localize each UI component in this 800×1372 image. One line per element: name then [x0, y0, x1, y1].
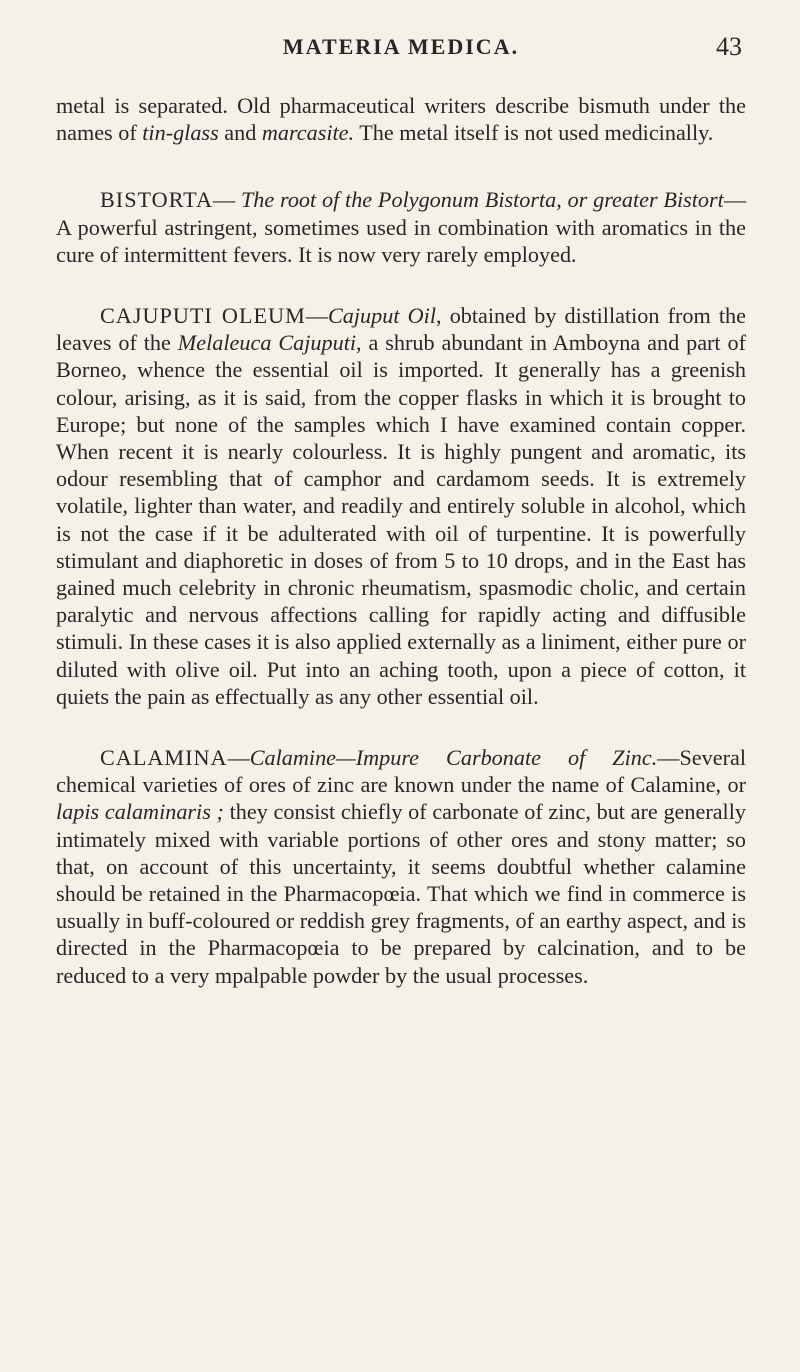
text-run: The metal itself is not used medicinally. — [354, 120, 714, 146]
entry-headword: CAJUPUTI OLEUM — [100, 303, 306, 329]
page-number: 43 — [716, 32, 742, 61]
italic-term: Calamine—Impure Carbonate of Zinc. — [249, 745, 658, 771]
paragraph-cajuputi-oleum — [56, 302, 746, 710]
paragraph-gap — [56, 268, 746, 302]
italic-term: Cajuput Oil — [328, 303, 436, 329]
text-run: and — [218, 120, 262, 146]
italic-term: Melaleuca Cajuputi — [177, 330, 357, 356]
text-run: , obtained by distillation from the leaves of the — [56, 303, 746, 356]
paragraph-gap — [56, 146, 746, 186]
body-text — [56, 92, 746, 989]
paragraph-bistorta — [56, 186, 746, 268]
entry-headword: BISTORTA — [100, 187, 213, 213]
text-run: metal is separated. Old pharmaceutical writers describe bismuth under the names of — [56, 93, 746, 146]
text-run: —Several chemical varieties of ores of zinc are known under the name of Calamine, or — [56, 745, 746, 798]
italic-term: The root of the Polygonum Bistorta, or greater Bistort — [240, 187, 724, 213]
italic-term: marcasite. — [261, 120, 355, 146]
italic-term: lapis calaminaris ; — [56, 799, 224, 825]
italic-term: tin-glass — [142, 120, 219, 146]
text-run: — — [227, 745, 250, 771]
text-run: —A powerful astringent, sometimes used in combination with aromatics in the cure of intermittent fevers. It is now very rarely employed. — [56, 187, 747, 267]
paragraph-gap — [56, 710, 746, 744]
text-run: , a shrub abundant in Amboyna and part of Borneo, whence the essential oil is imported. It generally has a greenish colour, arising, as it is said, from the copper flasks in which it is brought to Europe; but none of the samples which I have examined contain copper. When recent it is nearly colourless. It is highly pungent and aromatic, its odour resembling that of camphor and cardamom seeds. It is extremely volatile, lighter than water, and readily and entirely soluble in alcohol, which is not the case if it be adulterated with oil of turpentine. It is powerfully stimulant and diaphoretic in doses of from 5 to 10 drops, and in the East has gained much celebrity in chronic rheumatism, spasmodic cholic, and certain paralytic and nervous affections calling for rapidly acting and diffusible stimuli. In these cases it is also applied externally as a liniment, either pure or diluted with olive oil. Put into an aching tooth, upon a piece of cotton, it quiets the pain as effectually as any other essential oil. — [56, 330, 746, 709]
paragraph-bismuth-continued — [56, 92, 746, 146]
running-title: MATERIA MEDICA. — [282, 34, 520, 59]
text-run: — — [212, 187, 241, 213]
entry-headword: CALAMINA — [100, 745, 228, 771]
paragraph-calamina — [56, 744, 746, 989]
text-run: they consist chiefly of carbonate of zinc, but are generally intimately mixed with variable portions of other ores and stony matter; so that, on account of this uncertainty, it seems doubtful whether calamine should be retained in the Pharmacopœia. That which we find in commerce is usually in buff-coloured or reddish grey fragments, of an earthy aspect, and is directed in the Pharmacopœia to be prepared by calcination, and to be reduced to a very mpalpable powder by the usual processes. — [56, 799, 746, 988]
text-run: — — [305, 303, 328, 329]
running-head — [56, 34, 746, 70]
